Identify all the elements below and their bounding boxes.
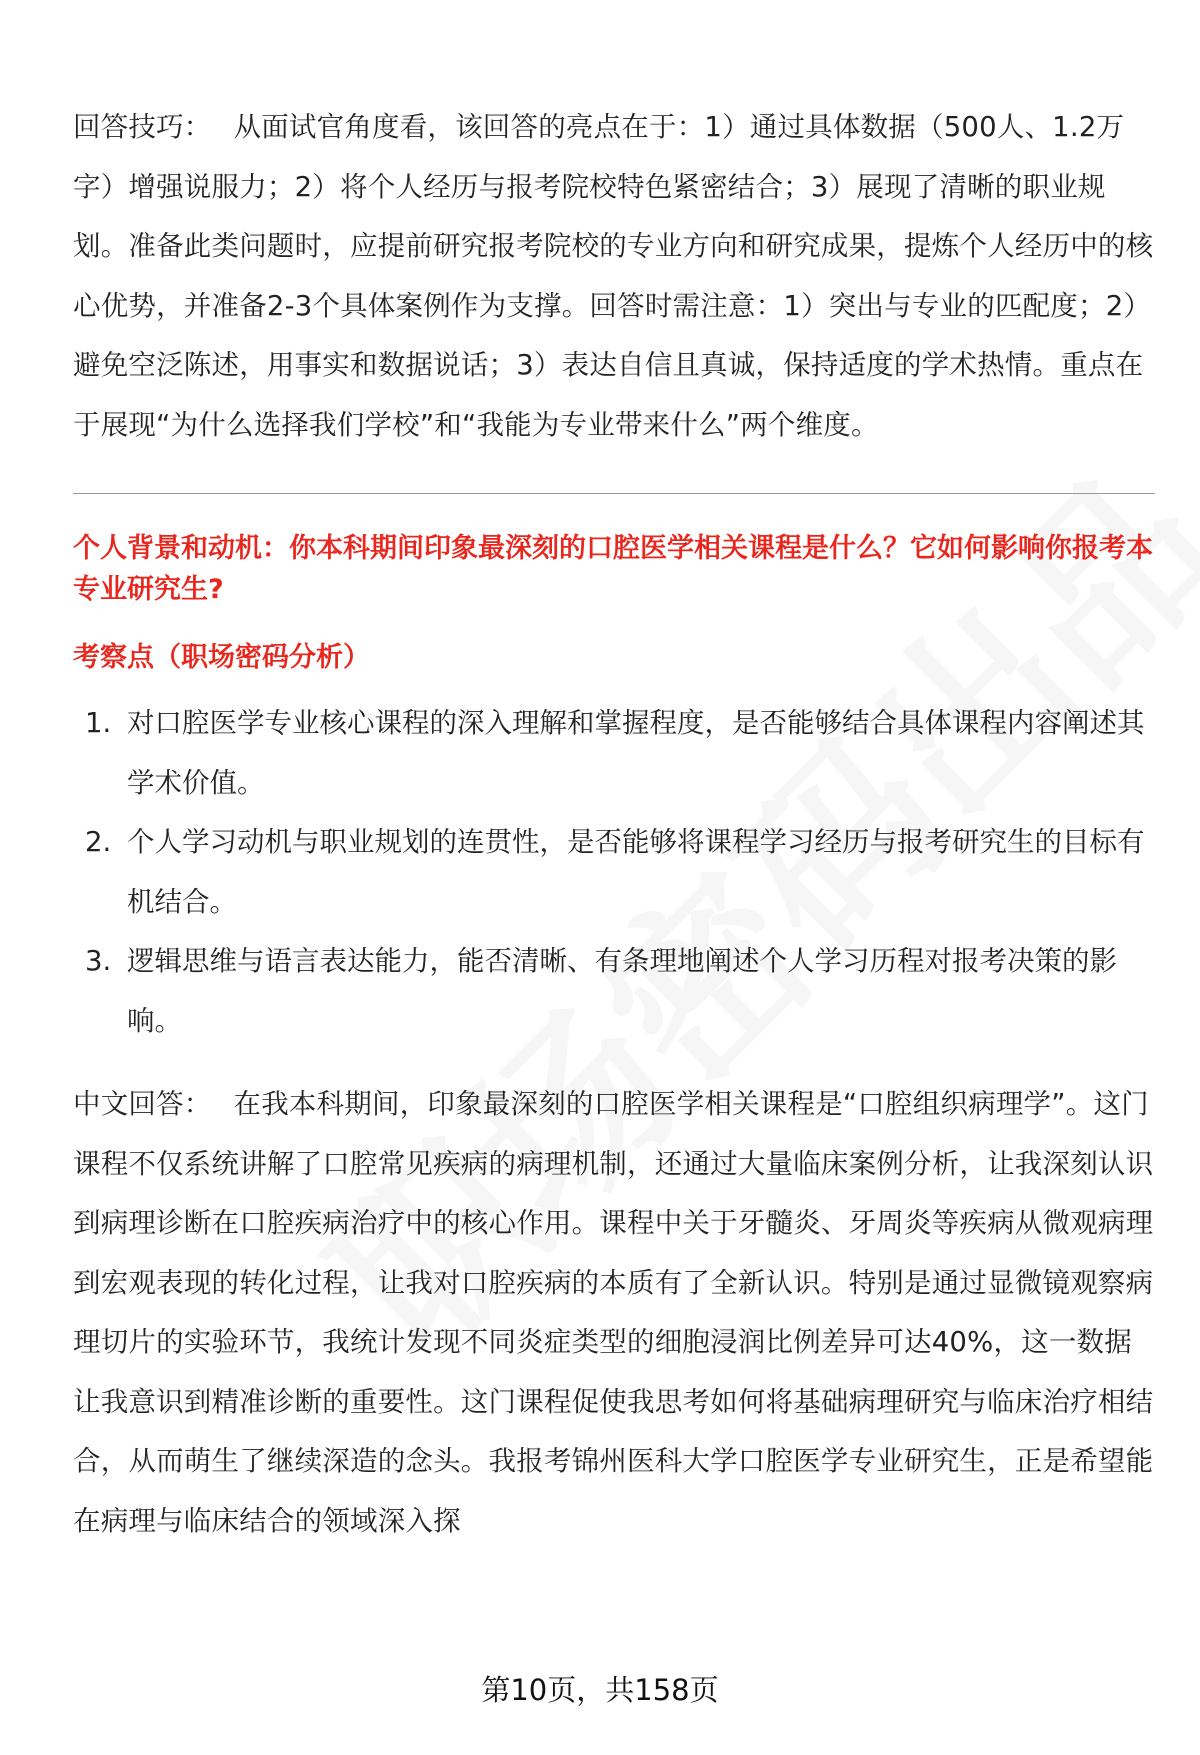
list-item — [73, 694, 1155, 813]
list-item-text: 个人学习动机与职业规划的连贯性，是否能够将课程学习经历与报考研究生的目标有机结合。 — [127, 826, 1145, 918]
answer-tips-paragraph — [73, 98, 1155, 455]
list-item-text: 对口腔医学专业核心课程的深入理解和掌握程度，是否能够结合具体课程内容阐述其学术价值。 — [127, 707, 1145, 799]
list-item — [73, 932, 1155, 1051]
assessment-points-title: 考察点（职场密码分析） — [73, 642, 370, 673]
answer-tips-text: 从面试官角度看，该回答的亮点在于：1）通过具体数据（500人、1.2万字）增强说服力；2）将个人经历与报考院校特色紧密结合；3）展现了清晰的职业规划。准备此类问题时，应提前研究报考院校的专业方向和研究成果，提炼个人经历中的核心优势，并准备2-3个具体案例作为支撑。回答时需注意：1）突出与专业的匹配度；2）避免空泛陈述，用事实和数据说话；3）表达自信且真诚，保持适度的学术热情。重点在于展现“为什么选择我们学校”和“我能为专业带来什么”两个维度。 — [73, 111, 1154, 441]
chinese-answer-text: 在我本科期间，印象最深刻的口腔医学相关课程是“口腔组织病理学”。这门课程不仅系统讲解了口腔常见疾病的病理机制，还通过大量临床案例分析，让我深刻认识到病理诊断在口腔疾病治疗中的核心作用。课程中关于牙髓炎、牙周炎等疾病从微观病理到宏观表现的转化过程，让我对口腔疾病的本质有了全新认识。特别是通过显微镜观察病理切片的实验环节，我统计发现不同炎症类型的细胞浸润比例差异可达40%，这一数据让我意识到精准诊断的重要性。这门课程促使我思考如何将基础病理研究与临床治疗相结合，从而萌生了继续深造的念头。我报考锦州医科大学口腔医学专业研究生，正是希望能在病理与临床结合的领域深入探 — [73, 1088, 1154, 1537]
answer-tips-label: 回答技巧： — [73, 111, 212, 143]
question-heading: 个人背景和动机：你本科期间印象最深刻的口腔医学相关课程是什么？它如何影响你报考本专业研究生? — [73, 533, 1153, 605]
list-item-number: 1. — [85, 707, 112, 739]
page-number-footer: 第10页，共158页 — [481, 1673, 719, 1707]
list-item — [73, 813, 1155, 932]
list-item-text: 逻辑思维与语言表达能力，能否清晰、有条理地阐述个人学习历程对报考决策的影响。 — [127, 945, 1117, 1037]
list-item-number: 3. — [85, 945, 112, 977]
document-page — [73, 98, 1155, 1551]
list-item-number: 2. — [85, 826, 112, 858]
assessment-points-list — [73, 694, 1155, 1051]
chinese-answer-paragraph — [73, 1075, 1155, 1551]
section-divider — [73, 493, 1155, 494]
chinese-answer-label: 中文回答： — [73, 1088, 212, 1120]
